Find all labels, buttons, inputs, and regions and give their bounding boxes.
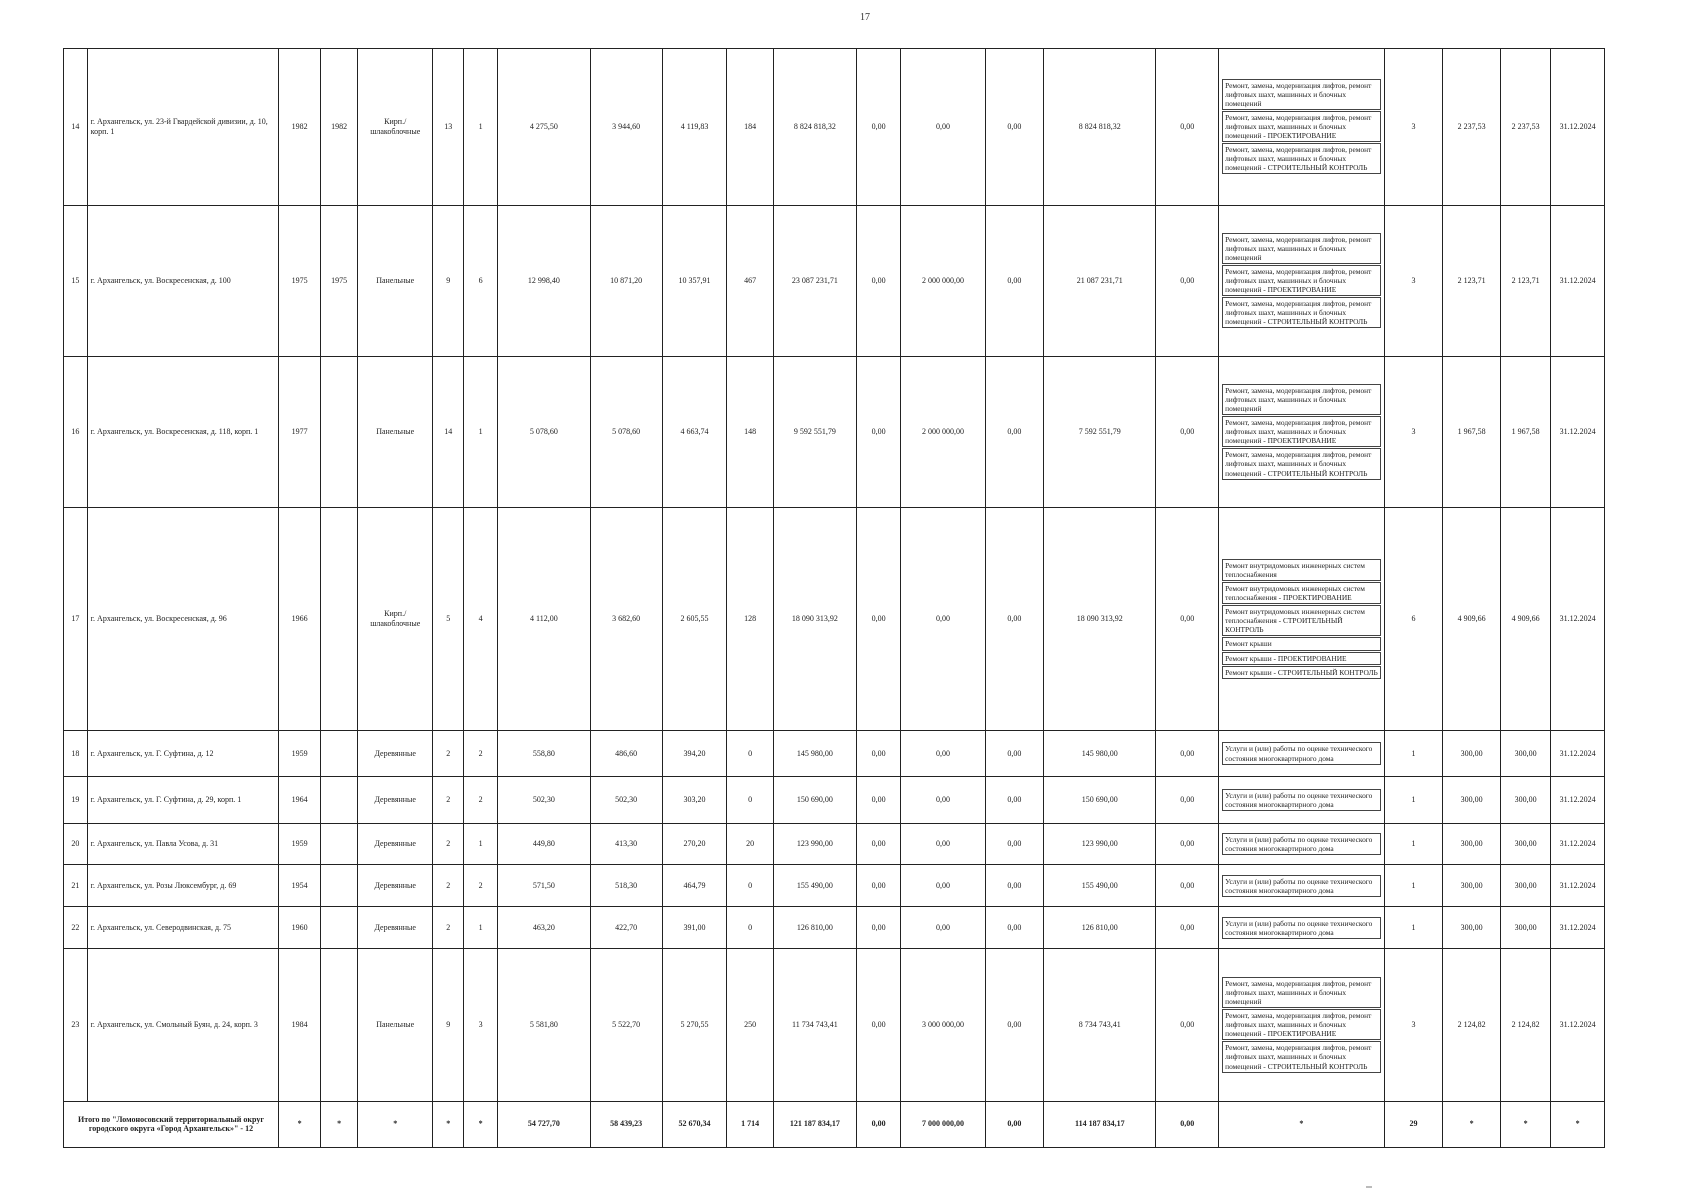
work-item: Ремонт крыши - ПРОЕКТИРОВАНИЕ	[1222, 652, 1381, 665]
work-item: Услуги и (или) работы по оценке технического состояния многоквартирного дома	[1222, 789, 1381, 811]
unit-cost-max-cell: 300,00	[1500, 730, 1550, 776]
residents-cell: 0	[727, 777, 773, 823]
fund-local-cell: 0,00	[985, 730, 1044, 776]
fund-regional-cell: 0,00	[901, 730, 985, 776]
fund-federal-cell: 0,00	[857, 49, 901, 206]
works-cell	[1219, 507, 1385, 730]
works-cell	[1219, 865, 1385, 907]
floors-cell: 2	[433, 730, 464, 776]
total-residents-cell: 1 714	[727, 1101, 773, 1147]
fund-local-cell: 0,00	[985, 356, 1044, 507]
entrances-cell: 1	[464, 356, 498, 507]
year-commissioned-cell	[321, 907, 358, 949]
year-commissioned-cell	[321, 356, 358, 507]
work-item: Ремонт, замена, модернизация лифтов, ремонт лифтовых шахт, машинных и блочных помещений - ПРОЕКТИРОВАНИЕ	[1222, 1009, 1381, 1040]
area-premises-cell: 422,70	[590, 907, 662, 949]
row-number-cell: 14	[64, 49, 88, 206]
wall-material-cell: Деревянные	[358, 865, 433, 907]
floors-cell: 14	[433, 356, 464, 507]
total-year-commissioned-cell: *	[321, 1101, 358, 1147]
address-cell: г. Архангельск, ул. Г. Суфтина, д. 29, корп. 1	[87, 777, 278, 823]
fund-owners-cell: 8 824 818,32	[1044, 49, 1156, 206]
register-table	[63, 48, 1605, 1148]
fund-local-cell: 0,00	[985, 49, 1044, 206]
entrances-cell: 1	[464, 49, 498, 206]
area-premises-cell: 518,30	[590, 865, 662, 907]
total-fund-regional-cell: 7 000 000,00	[901, 1101, 985, 1147]
fund-other-cell: 0,00	[1156, 823, 1219, 865]
works-cell	[1219, 205, 1385, 356]
fund-other-cell: 0,00	[1156, 949, 1219, 1101]
table-row	[64, 49, 1605, 206]
area-premises-cell: 5 522,70	[590, 949, 662, 1101]
fund-regional-cell: 2 000 000,00	[901, 356, 985, 507]
fund-local-cell: 0,00	[985, 949, 1044, 1101]
wall-material-cell: Панельные	[358, 949, 433, 1101]
cost-total-cell: 8 824 818,32	[773, 49, 856, 206]
fund-federal-cell: 0,00	[857, 865, 901, 907]
work-item: Ремонт, замена, модернизация лифтов, ремонт лифтовых шахт, машинных и блочных помещений - ПРОЕКТИРОВАНИЕ	[1222, 265, 1381, 296]
wall-material-cell: Панельные	[358, 205, 433, 356]
area-living-cell: 4 119,83	[662, 49, 727, 206]
area-living-cell: 464,79	[662, 865, 727, 907]
unit-cost-cell: 300,00	[1443, 865, 1501, 907]
work-item: Услуги и (или) работы по оценке технического состояния многоквартирного дома	[1222, 742, 1381, 764]
area-premises-cell: 486,60	[590, 730, 662, 776]
residents-cell: 250	[727, 949, 773, 1101]
deadline-cell: 31.12.2024	[1551, 356, 1605, 507]
fund-other-cell: 0,00	[1156, 730, 1219, 776]
register-rows	[64, 49, 1605, 1148]
works-count-cell: 1	[1384, 907, 1443, 949]
address-cell: г. Архангельск, ул. Смольный Буян, д. 24, корп. 3	[87, 949, 278, 1101]
total-fund-local-cell: 0,00	[985, 1101, 1044, 1147]
total-area-cell: 558,80	[498, 730, 591, 776]
fund-other-cell: 0,00	[1156, 865, 1219, 907]
total-wall-material-cell: *	[358, 1101, 433, 1147]
fund-owners-cell: 150 690,00	[1044, 777, 1156, 823]
table-row	[64, 823, 1605, 865]
fund-regional-cell: 0,00	[901, 49, 985, 206]
fund-regional-cell: 0,00	[901, 865, 985, 907]
unit-cost-max-cell: 300,00	[1500, 823, 1550, 865]
area-living-cell: 5 270,55	[662, 949, 727, 1101]
entrances-cell: 1	[464, 823, 498, 865]
fund-regional-cell: 3 000 000,00	[901, 949, 985, 1101]
residents-cell: 20	[727, 823, 773, 865]
total-fund-other-cell: 0,00	[1156, 1101, 1219, 1147]
total-area-cell: 502,30	[498, 777, 591, 823]
area-premises-cell: 10 871,20	[590, 205, 662, 356]
works-cell	[1219, 730, 1385, 776]
area-premises-cell: 3 944,60	[590, 49, 662, 206]
fund-regional-cell: 2 000 000,00	[901, 205, 985, 356]
year-built-cell: 1959	[278, 730, 320, 776]
fund-owners-cell: 155 490,00	[1044, 865, 1156, 907]
unit-cost-max-cell: 300,00	[1500, 865, 1550, 907]
entrances-cell: 2	[464, 777, 498, 823]
fund-federal-cell: 0,00	[857, 949, 901, 1101]
unit-cost-max-cell: 300,00	[1500, 907, 1550, 949]
total-floors-cell: *	[433, 1101, 464, 1147]
year-commissioned-cell: 1975	[321, 205, 358, 356]
unit-cost-max-cell: 2 237,53	[1500, 49, 1550, 206]
fund-federal-cell: 0,00	[857, 507, 901, 730]
fund-federal-cell: 0,00	[857, 777, 901, 823]
total-area-cell: 463,20	[498, 907, 591, 949]
address-cell: г. Архангельск, ул. Розы Люксембург, д. 69	[87, 865, 278, 907]
row-number-cell: 22	[64, 907, 88, 949]
table-row	[64, 907, 1605, 949]
area-living-cell: 303,20	[662, 777, 727, 823]
year-built-cell: 1954	[278, 865, 320, 907]
floors-cell: 2	[433, 907, 464, 949]
work-item: Услуги и (или) работы по оценке технического состояния многоквартирного дома	[1222, 833, 1381, 855]
floors-cell: 9	[433, 949, 464, 1101]
works-count-cell: 3	[1384, 49, 1443, 206]
work-item: Ремонт внутридомовых инженерных систем теплоснабжения	[1222, 559, 1381, 581]
works-count-cell: 6	[1384, 507, 1443, 730]
work-item: Ремонт внутридомовых инженерных систем теплоснабжения - СТРОИТЕЛЬНЫЙ КОНТРОЛЬ	[1222, 605, 1381, 636]
total-unit-cost-cell: *	[1443, 1101, 1501, 1147]
wall-material-cell: Панельные	[358, 356, 433, 507]
row-number-cell: 18	[64, 730, 88, 776]
area-premises-cell: 413,30	[590, 823, 662, 865]
fund-owners-cell: 18 090 313,92	[1044, 507, 1156, 730]
total-works-cell: *	[1219, 1101, 1385, 1147]
area-living-cell: 10 357,91	[662, 205, 727, 356]
total-area-living-cell: 52 670,34	[662, 1101, 727, 1147]
total-deadline-cell: *	[1551, 1101, 1605, 1147]
year-built-cell: 1975	[278, 205, 320, 356]
work-item: Ремонт крыши - СТРОИТЕЛЬНЫЙ КОНТРОЛЬ	[1222, 666, 1381, 679]
year-commissioned-cell: 1982	[321, 49, 358, 206]
year-commissioned-cell	[321, 730, 358, 776]
cost-total-cell: 145 980,00	[773, 730, 856, 776]
area-living-cell: 270,20	[662, 823, 727, 865]
year-built-cell: 1966	[278, 507, 320, 730]
total-works-count-cell: 29	[1384, 1101, 1443, 1147]
scan-artifact	[1366, 1186, 1372, 1188]
works-cell	[1219, 777, 1385, 823]
year-commissioned-cell	[321, 949, 358, 1101]
wall-material-cell: Деревянные	[358, 907, 433, 949]
works-count-cell: 3	[1384, 949, 1443, 1101]
cost-total-cell: 18 090 313,92	[773, 507, 856, 730]
total-total-area-cell: 54 727,70	[498, 1101, 591, 1147]
total-area-cell: 5 581,80	[498, 949, 591, 1101]
fund-local-cell: 0,00	[985, 907, 1044, 949]
residents-cell: 467	[727, 205, 773, 356]
work-item: Ремонт, замена, модернизация лифтов, ремонт лифтовых шахт, машинных и блочных помещений	[1222, 79, 1381, 110]
table-row	[64, 777, 1605, 823]
fund-owners-cell: 123 990,00	[1044, 823, 1156, 865]
table-row	[64, 356, 1605, 507]
works-cell	[1219, 949, 1385, 1101]
unit-cost-cell: 300,00	[1443, 777, 1501, 823]
row-number-cell: 19	[64, 777, 88, 823]
deadline-cell: 31.12.2024	[1551, 949, 1605, 1101]
fund-federal-cell: 0,00	[857, 205, 901, 356]
works-count-cell: 1	[1384, 730, 1443, 776]
address-cell: г. Архангельск, ул. Воскресенская, д. 100	[87, 205, 278, 356]
fund-owners-cell: 7 592 551,79	[1044, 356, 1156, 507]
fund-regional-cell: 0,00	[901, 507, 985, 730]
row-number-cell: 20	[64, 823, 88, 865]
works-count-cell: 1	[1384, 865, 1443, 907]
row-number-cell: 17	[64, 507, 88, 730]
total-year-built-cell: *	[278, 1101, 320, 1147]
floors-cell: 9	[433, 205, 464, 356]
work-item: Ремонт, замена, модернизация лифтов, ремонт лифтовых шахт, машинных и блочных помещений - СТРОИТЕЛЬНЫЙ КОНТРОЛЬ	[1222, 143, 1381, 174]
entrances-cell: 6	[464, 205, 498, 356]
unit-cost-cell: 2 237,53	[1443, 49, 1501, 206]
cost-total-cell: 150 690,00	[773, 777, 856, 823]
wall-material-cell: Деревянные	[358, 823, 433, 865]
unit-cost-cell: 300,00	[1443, 823, 1501, 865]
entrances-cell: 1	[464, 907, 498, 949]
cost-total-cell: 9 592 551,79	[773, 356, 856, 507]
fund-local-cell: 0,00	[985, 507, 1044, 730]
fund-federal-cell: 0,00	[857, 823, 901, 865]
residents-cell: 148	[727, 356, 773, 507]
floors-cell: 5	[433, 507, 464, 730]
fund-other-cell: 0,00	[1156, 205, 1219, 356]
year-built-cell: 1960	[278, 907, 320, 949]
entrances-cell: 4	[464, 507, 498, 730]
residents-cell: 184	[727, 49, 773, 206]
fund-regional-cell: 0,00	[901, 907, 985, 949]
year-built-cell: 1982	[278, 49, 320, 206]
address-cell: г. Архангельск, ул. Г. Суфтина, д. 12	[87, 730, 278, 776]
fund-other-cell: 0,00	[1156, 356, 1219, 507]
total-cost-total-cell: 121 187 834,17	[773, 1101, 856, 1147]
address-cell: г. Архангельск, ул. Воскресенская, д. 118, корп. 1	[87, 356, 278, 507]
unit-cost-cell: 300,00	[1443, 907, 1501, 949]
table-row	[64, 865, 1605, 907]
table-row	[64, 507, 1605, 730]
year-commissioned-cell	[321, 865, 358, 907]
works-count-cell: 1	[1384, 823, 1443, 865]
fund-local-cell: 0,00	[985, 823, 1044, 865]
work-item: Ремонт, замена, модернизация лифтов, ремонт лифтовых шахт, машинных и блочных помещений - ПРОЕКТИРОВАНИЕ	[1222, 111, 1381, 142]
area-living-cell: 394,20	[662, 730, 727, 776]
row-number-cell: 15	[64, 205, 88, 356]
fund-owners-cell: 21 087 231,71	[1044, 205, 1156, 356]
deadline-cell: 31.12.2024	[1551, 777, 1605, 823]
entrances-cell: 2	[464, 865, 498, 907]
cost-total-cell: 11 734 743,41	[773, 949, 856, 1101]
fund-federal-cell: 0,00	[857, 907, 901, 949]
work-item: Ремонт, замена, модернизация лифтов, ремонт лифтовых шахт, машинных и блочных помещений - СТРОИТЕЛЬНЫЙ КОНТРОЛЬ	[1222, 1041, 1381, 1072]
unit-cost-cell: 4 909,66	[1443, 507, 1501, 730]
unit-cost-cell: 1 967,58	[1443, 356, 1501, 507]
work-item: Ремонт крыши	[1222, 637, 1381, 650]
total-label: Итого по "Ломоносовский территориальный округ городского округа «Город Архангельск»" - 12	[64, 1101, 279, 1147]
floors-cell: 2	[433, 823, 464, 865]
work-item: Ремонт, замена, модернизация лифтов, ремонт лифтовых шахт, машинных и блочных помещений	[1222, 384, 1381, 415]
unit-cost-cell: 300,00	[1443, 730, 1501, 776]
total-area-cell: 571,50	[498, 865, 591, 907]
floors-cell: 2	[433, 865, 464, 907]
wall-material-cell: Кирп./ шлакоблочные	[358, 507, 433, 730]
cost-total-cell: 155 490,00	[773, 865, 856, 907]
fund-other-cell: 0,00	[1156, 507, 1219, 730]
wall-material-cell: Деревянные	[358, 730, 433, 776]
total-area-cell: 449,80	[498, 823, 591, 865]
address-cell: г. Архангельск, ул. 23-й Гвардейской дивизии, д. 10, корп. 1	[87, 49, 278, 206]
works-cell	[1219, 907, 1385, 949]
wall-material-cell: Деревянные	[358, 777, 433, 823]
deadline-cell: 31.12.2024	[1551, 907, 1605, 949]
table-row	[64, 730, 1605, 776]
works-count-cell: 1	[1384, 777, 1443, 823]
area-premises-cell: 5 078,60	[590, 356, 662, 507]
fund-regional-cell: 0,00	[901, 823, 985, 865]
fund-local-cell: 0,00	[985, 777, 1044, 823]
row-number-cell: 23	[64, 949, 88, 1101]
address-cell: г. Архангельск, ул. Павла Усова, д. 31	[87, 823, 278, 865]
fund-other-cell: 0,00	[1156, 777, 1219, 823]
wall-material-cell: Кирп./ шлакоблочные	[358, 49, 433, 206]
unit-cost-max-cell: 4 909,66	[1500, 507, 1550, 730]
total-area-cell: 4 275,50	[498, 49, 591, 206]
total-area-cell: 5 078,60	[498, 356, 591, 507]
work-item: Ремонт, замена, модернизация лифтов, ремонт лифтовых шахт, машинных и блочных помещений	[1222, 977, 1381, 1008]
works-cell	[1219, 823, 1385, 865]
unit-cost-max-cell: 1 967,58	[1500, 356, 1550, 507]
works-cell	[1219, 356, 1385, 507]
fund-federal-cell: 0,00	[857, 356, 901, 507]
deadline-cell: 31.12.2024	[1551, 205, 1605, 356]
work-item: Ремонт, замена, модернизация лифтов, ремонт лифтовых шахт, машинных и блочных помещений - СТРОИТЕЛЬНЫЙ КОНТРОЛЬ	[1222, 297, 1381, 328]
cost-total-cell: 126 810,00	[773, 907, 856, 949]
area-living-cell: 2 605,55	[662, 507, 727, 730]
work-item: Ремонт, замена, модернизация лифтов, ремонт лифтовых шахт, машинных и блочных помещений - СТРОИТЕЛЬНЫЙ КОНТРОЛЬ	[1222, 448, 1381, 479]
fund-federal-cell: 0,00	[857, 730, 901, 776]
cost-total-cell: 23 087 231,71	[773, 205, 856, 356]
residents-cell: 0	[727, 907, 773, 949]
total-fund-owners-cell: 114 187 834,17	[1044, 1101, 1156, 1147]
residents-cell: 0	[727, 865, 773, 907]
area-premises-cell: 3 682,60	[590, 507, 662, 730]
fund-regional-cell: 0,00	[901, 777, 985, 823]
fund-owners-cell: 126 810,00	[1044, 907, 1156, 949]
works-cell	[1219, 49, 1385, 206]
entrances-cell: 2	[464, 730, 498, 776]
fund-local-cell: 0,00	[985, 205, 1044, 356]
total-unit-cost-max-cell: *	[1500, 1101, 1550, 1147]
floors-cell: 13	[433, 49, 464, 206]
fund-other-cell: 0,00	[1156, 49, 1219, 206]
total-entrances-cell: *	[464, 1101, 498, 1147]
residents-cell: 0	[727, 730, 773, 776]
year-built-cell: 1964	[278, 777, 320, 823]
entrances-cell: 3	[464, 949, 498, 1101]
unit-cost-cell: 2 124,82	[1443, 949, 1501, 1101]
works-count-cell: 3	[1384, 205, 1443, 356]
total-fund-federal-cell: 0,00	[857, 1101, 901, 1147]
page-number: 17	[860, 12, 870, 23]
work-item: Ремонт, замена, модернизация лифтов, ремонт лифтовых шахт, машинных и блочных помещений	[1222, 233, 1381, 264]
work-item: Услуги и (или) работы по оценке технического состояния многоквартирного дома	[1222, 917, 1381, 939]
area-premises-cell: 502,30	[590, 777, 662, 823]
year-commissioned-cell	[321, 823, 358, 865]
row-number-cell: 16	[64, 356, 88, 507]
fund-other-cell: 0,00	[1156, 907, 1219, 949]
fund-owners-cell: 145 980,00	[1044, 730, 1156, 776]
row-number-cell: 21	[64, 865, 88, 907]
year-commissioned-cell	[321, 507, 358, 730]
address-cell: г. Архангельск, ул. Воскресенская, д. 96	[87, 507, 278, 730]
unit-cost-cell: 2 123,71	[1443, 205, 1501, 356]
deadline-cell: 31.12.2024	[1551, 49, 1605, 206]
deadline-cell: 31.12.2024	[1551, 730, 1605, 776]
table-row	[64, 205, 1605, 356]
work-item: Ремонт, замена, модернизация лифтов, ремонт лифтовых шахт, машинных и блочных помещений - ПРОЕКТИРОВАНИЕ	[1222, 416, 1381, 447]
work-item: Услуги и (или) работы по оценке технического состояния многоквартирного дома	[1222, 875, 1381, 897]
works-count-cell: 3	[1384, 356, 1443, 507]
floors-cell: 2	[433, 777, 464, 823]
work-item: Ремонт внутридомовых инженерных систем теплоснабжения - ПРОЕКТИРОВАНИЕ	[1222, 582, 1381, 604]
unit-cost-max-cell: 2 124,82	[1500, 949, 1550, 1101]
year-built-cell: 1977	[278, 356, 320, 507]
year-commissioned-cell	[321, 777, 358, 823]
area-living-cell: 391,00	[662, 907, 727, 949]
area-living-cell: 4 663,74	[662, 356, 727, 507]
year-built-cell: 1959	[278, 823, 320, 865]
total-area-cell: 12 998,40	[498, 205, 591, 356]
address-cell: г. Архангельск, ул. Северодвинская, д. 75	[87, 907, 278, 949]
deadline-cell: 31.12.2024	[1551, 507, 1605, 730]
unit-cost-max-cell: 300,00	[1500, 777, 1550, 823]
total-area-premises-cell: 58 439,23	[590, 1101, 662, 1147]
table-row	[64, 949, 1605, 1101]
fund-owners-cell: 8 734 743,41	[1044, 949, 1156, 1101]
total-row	[64, 1101, 1605, 1147]
deadline-cell: 31.12.2024	[1551, 823, 1605, 865]
fund-local-cell: 0,00	[985, 865, 1044, 907]
residents-cell: 128	[727, 507, 773, 730]
year-built-cell: 1984	[278, 949, 320, 1101]
total-area-cell: 4 112,00	[498, 507, 591, 730]
cost-total-cell: 123 990,00	[773, 823, 856, 865]
unit-cost-max-cell: 2 123,71	[1500, 205, 1550, 356]
deadline-cell: 31.12.2024	[1551, 865, 1605, 907]
